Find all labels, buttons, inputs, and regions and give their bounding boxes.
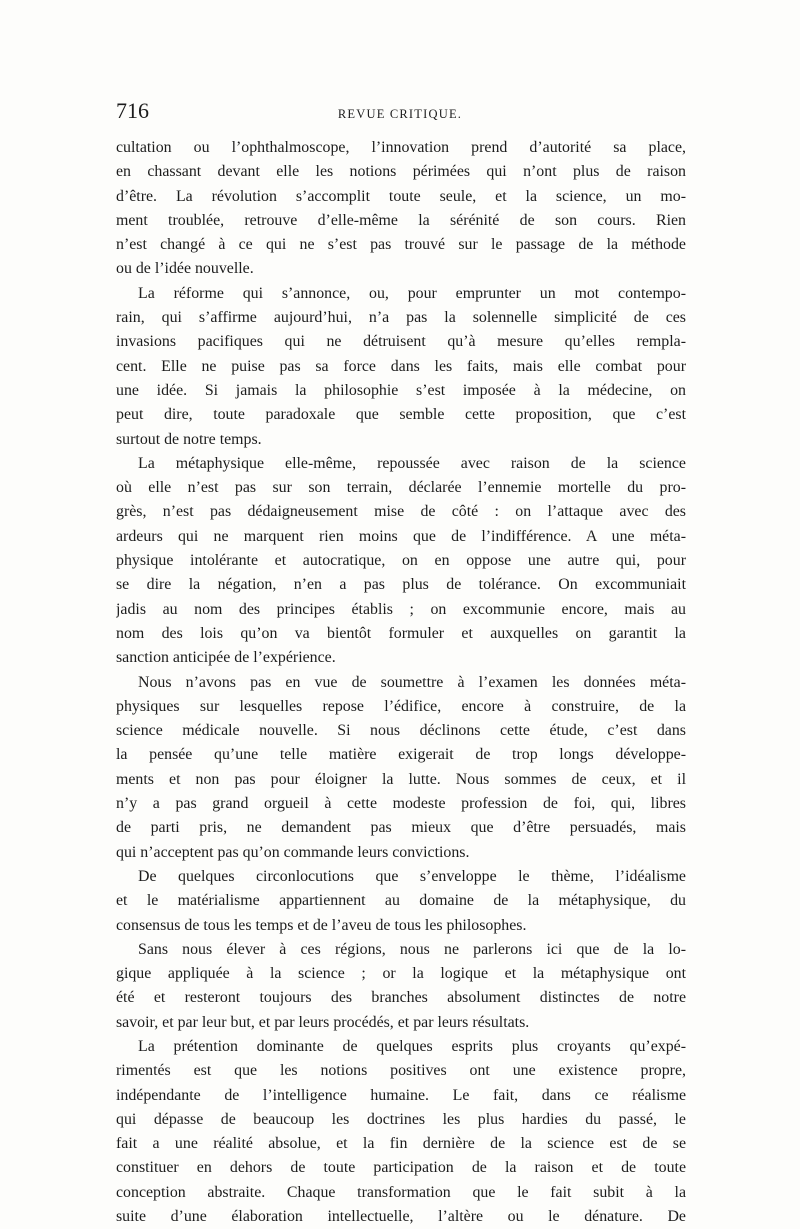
body-text (116, 136, 686, 1229)
paragraph (116, 1035, 686, 1229)
text-line: qui n’acceptent pas qu’on commande leurs convictions. (116, 843, 470, 861)
text-line: cultation ou l’ophthalmoscope, l’innovation prend d’autorité sa place, (116, 139, 686, 156)
text-line: La réforme qui s’annonce, ou, pour emprunter un mot contempo- (138, 284, 686, 302)
text-line: indépendante de l’intelligence humaine. Le fait, dans ce réalisme (116, 1086, 686, 1104)
text-line: science médicale nouvelle. Si nous déclinons cette étude, c’est dans (116, 722, 686, 740)
text-line: physique intolérante et autocratique, on en oppose une autre qui, pour (116, 552, 686, 570)
text-line: savoir, et par leur but, et par leurs procédés, et par leurs résultats. (116, 1013, 530, 1031)
text-line: constituer en dehors de toute participation de la raison et de toute (116, 1159, 686, 1177)
text-line: la pensée qu’une telle matière exigerait de trop longs développe- (116, 746, 686, 764)
text-line: physiques sur lesquelles repose l’édifice, encore à construire, de la (116, 697, 686, 715)
text-line: rimentés est que les notions positives ont une existence propre, (116, 1062, 686, 1080)
paragraph (116, 136, 686, 282)
paragraph (116, 282, 686, 452)
paragraph (116, 671, 686, 865)
text-line: ments et non pas pour éloigner la lutte. Nous sommes de ceux, et il (116, 770, 686, 788)
text-line: et le matérialisme appartiennent au domaine de la métaphysique, du (116, 892, 686, 910)
text-line: invasions pacifiques qui ne détruisent qu’à mesure qu’elles rempla- (116, 333, 686, 351)
text-line: rain, qui s’affirme aujourd’hui, n’a pas la solennelle simplicité de ces (116, 309, 686, 327)
text-line: surtout de notre temps. (116, 430, 262, 448)
paragraph (116, 452, 686, 671)
text-line: De quelques circonlocutions que s’enveloppe le thème, l’idéalisme (138, 867, 686, 885)
text-line: La métaphysique elle-même, repoussée avec raison de la science (138, 454, 686, 472)
text-line: été et resteront toujours des branches absolument distinctes de notre (116, 989, 686, 1007)
text-line: en chassant devant elle les notions périmées qui n’ont plus de raison (116, 163, 686, 181)
text-line: d’être. La révolution s’accomplit toute seule, et la science, un mo- (116, 187, 686, 205)
text-line: ment troublée, retrouve d’elle-même la sérénité de son cours. Rien (116, 211, 686, 229)
text-line: grès, n’est pas dédaigneusement mise de côté : on l’attaque avec des (116, 503, 686, 521)
text-line: Sans nous élever à ces régions, nous ne parlerons ici que de la lo- (138, 940, 686, 958)
text-line: peut dire, toute paradoxale que semble cette proposition, que c’est (116, 406, 686, 424)
page-number: 716 (116, 98, 149, 123)
text-line: n’y a pas grand orgueil à cette modeste profession de foi, qui, libres (116, 795, 686, 813)
text-line: ou de l’idée nouvelle. (116, 260, 254, 278)
text-line: n’est changé à ce qui ne s’est pas trouvé sur le passage de la méthode (116, 236, 686, 254)
text-line: gique appliquée à la science ; or la logique et la métaphysique ont (116, 965, 686, 983)
text-line: sanction anticipée de l’expérience. (116, 649, 336, 667)
text-line: nom des lois qu’on va bientôt formuler et auxquelles on garantit la (116, 624, 686, 642)
text-line: où elle n’est pas sur son terrain, déclarée l’ennemie mortelle du pro- (116, 479, 686, 497)
text-line: se dire la négation, n’en a pas plus de tolérance. On excommuniait (116, 576, 686, 594)
text-line: Nous n’avons pas en vue de soumettre à l’examen les données méta- (138, 673, 686, 691)
paragraph (116, 865, 686, 938)
text-line: cent. Elle ne puise pas sa force dans les faits, mais elle combat pour (116, 357, 686, 375)
text-line: de parti pris, ne demandent pas mieux que d’être persuadés, mais (116, 819, 686, 837)
text-line: ardeurs qui ne marquent rien moins que de l’indifférence. A une méta- (116, 527, 686, 545)
text-line: une idée. Si jamais la philosophie s’est imposée à la médecine, on (116, 381, 686, 399)
text-line: fait a une réalité absolue, et la fin dernière de la science est de se (116, 1135, 686, 1153)
running-head: REVUE CRITIQUE. (337, 107, 463, 121)
text-line: consensus de tous les temps et de l’aveu de tous les philosophes. (116, 916, 527, 934)
paragraph (116, 938, 686, 1035)
page-header (116, 98, 684, 132)
text-line: suite d’une élaboration intellectuelle, l’altère ou le dénature. De (116, 1208, 686, 1226)
text-line: jadis au nom des principes établis ; on excommunie encore, mais au (116, 600, 686, 618)
text-line: La prétention dominante de quelques esprits plus croyants qu’expé- (138, 1037, 686, 1055)
text-line: conception abstraite. Chaque transformation que le fait subit à la (116, 1183, 686, 1201)
text-line: qui dépasse de beaucoup les doctrines les plus hardies du passé, le (116, 1110, 686, 1128)
